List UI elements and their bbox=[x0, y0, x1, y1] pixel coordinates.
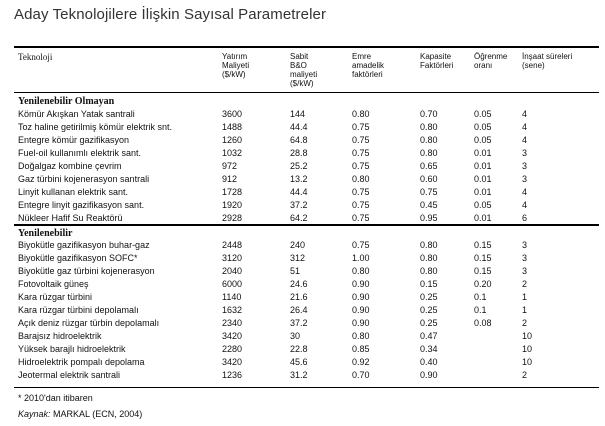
cell-fixed-om: 30 bbox=[290, 331, 301, 341]
cell-availability: 0.75 bbox=[352, 135, 370, 145]
table-row bbox=[0, 161, 605, 172]
cell-fixed-om: 44.4 bbox=[290, 187, 308, 197]
source-line bbox=[18, 409, 142, 419]
cell-technology: Biyokütle gaz türbini kojenerasyon bbox=[18, 266, 155, 276]
cell-capacity: 0.80 bbox=[420, 253, 438, 263]
cell-investment: 1032 bbox=[222, 148, 243, 158]
cell-technology: Linyit kullanan elektrik sant. bbox=[18, 187, 129, 197]
cell-availability: 0.75 bbox=[352, 240, 370, 250]
cell-learning: 0.05 bbox=[474, 109, 492, 119]
cell-fixed-om: 64.2 bbox=[290, 213, 308, 223]
section-divider bbox=[14, 224, 599, 226]
cell-learning: 0.15 bbox=[474, 240, 492, 250]
cell-construction: 10 bbox=[522, 344, 533, 354]
cell-construction: 10 bbox=[522, 331, 533, 341]
table-row bbox=[0, 122, 605, 133]
cell-investment: 1140 bbox=[222, 292, 242, 302]
cell-investment: 2928 bbox=[222, 213, 243, 223]
cell-capacity: 0.34 bbox=[420, 344, 438, 354]
cell-capacity: 0.25 bbox=[420, 318, 438, 328]
cell-capacity: 0.45 bbox=[420, 200, 438, 210]
cell-investment: 3600 bbox=[222, 109, 243, 119]
cell-learning: 0.01 bbox=[474, 213, 492, 223]
cell-learning: 0.1 bbox=[474, 292, 487, 302]
cell-capacity: 0.60 bbox=[420, 174, 438, 184]
header-capacity: Kapasite Faktörleri bbox=[420, 52, 454, 70]
cell-technology: Barajsız hidroelektrik bbox=[18, 331, 102, 341]
cell-investment: 3120 bbox=[222, 253, 243, 263]
cell-learning: 0.01 bbox=[474, 174, 492, 184]
cell-fixed-om: 26.4 bbox=[290, 305, 308, 315]
cell-construction: 2 bbox=[522, 279, 528, 289]
cell-technology: Doğalgaz kombine çevrim bbox=[18, 161, 122, 171]
table-row bbox=[0, 109, 605, 120]
cell-construction: 1 bbox=[522, 292, 528, 302]
cell-capacity: 0.80 bbox=[420, 148, 438, 158]
table-row bbox=[0, 253, 605, 264]
cell-construction: 3 bbox=[522, 266, 528, 276]
cell-capacity: 0.40 bbox=[420, 357, 438, 367]
cell-availability: 0.80 bbox=[352, 109, 370, 119]
cell-learning: 0.15 bbox=[474, 253, 492, 263]
cell-fixed-om: 37.2 bbox=[290, 318, 308, 328]
header-construction: İnşaat süreleri (sene) bbox=[522, 52, 573, 70]
cell-investment: 3420 bbox=[222, 357, 243, 367]
header-investment: Yatırım Maliyeti ($/kW) bbox=[222, 52, 250, 79]
cell-technology: Entegre linyit gazifikasyon sant. bbox=[18, 200, 145, 210]
cell-investment: 2340 bbox=[222, 318, 243, 328]
table-row bbox=[0, 187, 605, 198]
cell-technology: Kara rüzgar türbini bbox=[18, 292, 93, 302]
footnote: * 2010'dan itibaren bbox=[18, 393, 93, 403]
cell-fixed-om: 13.2 bbox=[290, 174, 308, 184]
cell-technology: Entegre kömür gazifikasyon bbox=[18, 135, 130, 145]
cell-capacity: 0.90 bbox=[420, 370, 438, 380]
cell-availability: 0.75 bbox=[352, 148, 370, 158]
source-text: MARKAL (ECN, 2004) bbox=[50, 409, 143, 419]
table-row bbox=[0, 135, 605, 146]
cell-technology: Fotovoltaik güneş bbox=[18, 279, 89, 289]
cell-investment: 6000 bbox=[222, 279, 243, 289]
table-bottom-rule bbox=[14, 387, 599, 388]
header-rule bbox=[14, 92, 599, 93]
cell-investment: 1632 bbox=[222, 305, 243, 315]
cell-availability: 1.00 bbox=[352, 253, 370, 263]
cell-construction: 1 bbox=[522, 305, 528, 315]
cell-availability: 0.80 bbox=[352, 174, 370, 184]
cell-technology: Gaz türbini kojenerasyon santrali bbox=[18, 174, 150, 184]
table-row bbox=[0, 213, 605, 224]
cell-capacity: 0.15 bbox=[420, 279, 438, 289]
cell-learning: 0.05 bbox=[474, 200, 492, 210]
table-row bbox=[0, 357, 605, 368]
cell-fixed-om: 21.6 bbox=[290, 292, 308, 302]
cell-learning: 0.20 bbox=[474, 279, 492, 289]
table-row bbox=[0, 240, 605, 251]
cell-construction: 3 bbox=[522, 161, 528, 171]
cell-investment: 1260 bbox=[222, 135, 243, 145]
cell-technology: Açık deniz rüzgar türbin depolamalı bbox=[18, 318, 160, 328]
cell-investment: 1236 bbox=[222, 370, 243, 380]
cell-fixed-om: 64.8 bbox=[290, 135, 308, 145]
cell-construction: 3 bbox=[522, 240, 528, 250]
table-row bbox=[0, 331, 605, 342]
cell-construction: 4 bbox=[522, 135, 528, 145]
cell-capacity: 0.47 bbox=[420, 331, 438, 341]
header-fixed-om: Sabit B&O maliyeti ($/kW) bbox=[290, 52, 318, 88]
cell-fixed-om: 31.2 bbox=[290, 370, 308, 380]
page-title: Aday Teknolojilere İlişkin Sayısal Parametreler bbox=[14, 6, 327, 23]
cell-learning: 0.05 bbox=[474, 122, 492, 132]
table-row bbox=[0, 279, 605, 290]
cell-construction: 10 bbox=[522, 357, 533, 367]
cell-investment: 2448 bbox=[222, 240, 243, 250]
cell-learning: 0.08 bbox=[474, 318, 492, 328]
cell-fixed-om: 240 bbox=[290, 240, 306, 250]
cell-investment: 3420 bbox=[222, 331, 243, 341]
cell-availability: 0.92 bbox=[352, 357, 370, 367]
cell-fixed-om: 37.2 bbox=[290, 200, 308, 210]
table-top-rule bbox=[14, 46, 599, 48]
table-row bbox=[0, 200, 605, 211]
cell-technology: Jeotermal elektrik santrali bbox=[18, 370, 121, 380]
cell-construction: 3 bbox=[522, 174, 528, 184]
cell-capacity: 0.65 bbox=[420, 161, 438, 171]
cell-learning: 0.01 bbox=[474, 187, 492, 197]
source-label: Kaynak: bbox=[18, 409, 51, 419]
cell-fixed-om: 51 bbox=[290, 266, 301, 276]
cell-fixed-om: 312 bbox=[290, 253, 306, 263]
table-row bbox=[0, 266, 605, 277]
cell-construction: 3 bbox=[522, 253, 528, 263]
header-availability: Emre amadelik faktörleri bbox=[352, 52, 385, 79]
cell-technology: Biyokütle gazifikasyon buhar-gaz bbox=[18, 240, 150, 250]
cell-availability: 0.90 bbox=[352, 318, 370, 328]
cell-investment: 1488 bbox=[222, 122, 243, 132]
cell-investment: 1728 bbox=[222, 187, 243, 197]
cell-availability: 0.90 bbox=[352, 305, 370, 315]
cell-construction: 6 bbox=[522, 213, 528, 223]
cell-investment: 2040 bbox=[222, 266, 243, 276]
cell-fixed-om: 144 bbox=[290, 109, 306, 119]
cell-capacity: 0.80 bbox=[420, 266, 438, 276]
cell-availability: 0.75 bbox=[352, 213, 370, 223]
cell-fixed-om: 25.2 bbox=[290, 161, 308, 171]
cell-technology: Hidroelektrik pompalı depolama bbox=[18, 357, 145, 367]
cell-construction: 4 bbox=[522, 109, 528, 119]
cell-learning: 0.15 bbox=[474, 266, 492, 276]
cell-technology: Kara rüzgar türbini depolamalı bbox=[18, 305, 139, 315]
table-row bbox=[0, 370, 605, 381]
cell-capacity: 0.70 bbox=[420, 109, 438, 119]
section-title-renewable: Yenilenebilir bbox=[18, 228, 73, 239]
cell-investment: 1920 bbox=[222, 200, 243, 210]
cell-construction: 4 bbox=[522, 122, 528, 132]
cell-learning: 0.01 bbox=[474, 161, 492, 171]
cell-availability: 0.75 bbox=[352, 122, 370, 132]
cell-technology: Yüksek barajlı hidroelektrik bbox=[18, 344, 126, 354]
table-row bbox=[0, 148, 605, 159]
cell-availability: 0.75 bbox=[352, 161, 370, 171]
cell-availability: 0.80 bbox=[352, 266, 370, 276]
header-learning: Öğrenme oranı bbox=[474, 52, 508, 70]
table-row bbox=[0, 292, 605, 303]
header-technology: Teknoloji bbox=[18, 52, 53, 62]
cell-capacity: 0.75 bbox=[420, 187, 438, 197]
cell-construction: 4 bbox=[522, 200, 528, 210]
cell-construction: 2 bbox=[522, 318, 528, 328]
cell-learning: 0.05 bbox=[474, 135, 492, 145]
cell-learning: 0.1 bbox=[474, 305, 487, 315]
cell-fixed-om: 44.4 bbox=[290, 122, 308, 132]
cell-availability: 0.90 bbox=[352, 292, 370, 302]
cell-technology: Biyokütle gazifikasyon SOFC* bbox=[18, 253, 138, 263]
table-row bbox=[0, 318, 605, 329]
cell-investment: 912 bbox=[222, 174, 238, 184]
cell-technology: Nükleer Hafif Su Reaktörü bbox=[18, 213, 123, 223]
cell-availability: 0.75 bbox=[352, 200, 370, 210]
cell-capacity: 0.95 bbox=[420, 213, 438, 223]
cell-technology: Kömür Akışkan Yatak santrali bbox=[18, 109, 135, 119]
cell-availability: 0.75 bbox=[352, 187, 370, 197]
cell-learning: 0.01 bbox=[474, 148, 492, 158]
cell-construction: 4 bbox=[522, 187, 528, 197]
cell-technology: Fuel-oil kullanımlı elektrik sant. bbox=[18, 148, 142, 158]
cell-availability: 0.70 bbox=[352, 370, 370, 380]
cell-fixed-om: 22.8 bbox=[290, 344, 308, 354]
cell-availability: 0.90 bbox=[352, 279, 370, 289]
cell-availability: 0.80 bbox=[352, 331, 370, 341]
table-row bbox=[0, 174, 605, 185]
cell-technology: Toz haline getirilmiş kömür elektrik snt. bbox=[18, 122, 173, 132]
section-title-nonrenewable: Yenilenebilir Olmayan bbox=[18, 96, 115, 107]
cell-investment: 2280 bbox=[222, 344, 243, 354]
cell-fixed-om: 28.8 bbox=[290, 148, 308, 158]
table-row bbox=[0, 344, 605, 355]
cell-availability: 0.85 bbox=[352, 344, 370, 354]
cell-investment: 972 bbox=[222, 161, 238, 171]
table-row bbox=[0, 305, 605, 316]
cell-construction: 2 bbox=[522, 370, 528, 380]
cell-capacity: 0.80 bbox=[420, 122, 438, 132]
cell-construction: 3 bbox=[522, 148, 528, 158]
cell-capacity: 0.25 bbox=[420, 305, 438, 315]
cell-capacity: 0.25 bbox=[420, 292, 438, 302]
cell-capacity: 0.80 bbox=[420, 240, 438, 250]
cell-capacity: 0.80 bbox=[420, 135, 438, 145]
cell-fixed-om: 45.6 bbox=[290, 357, 308, 367]
cell-fixed-om: 24.6 bbox=[290, 279, 308, 289]
